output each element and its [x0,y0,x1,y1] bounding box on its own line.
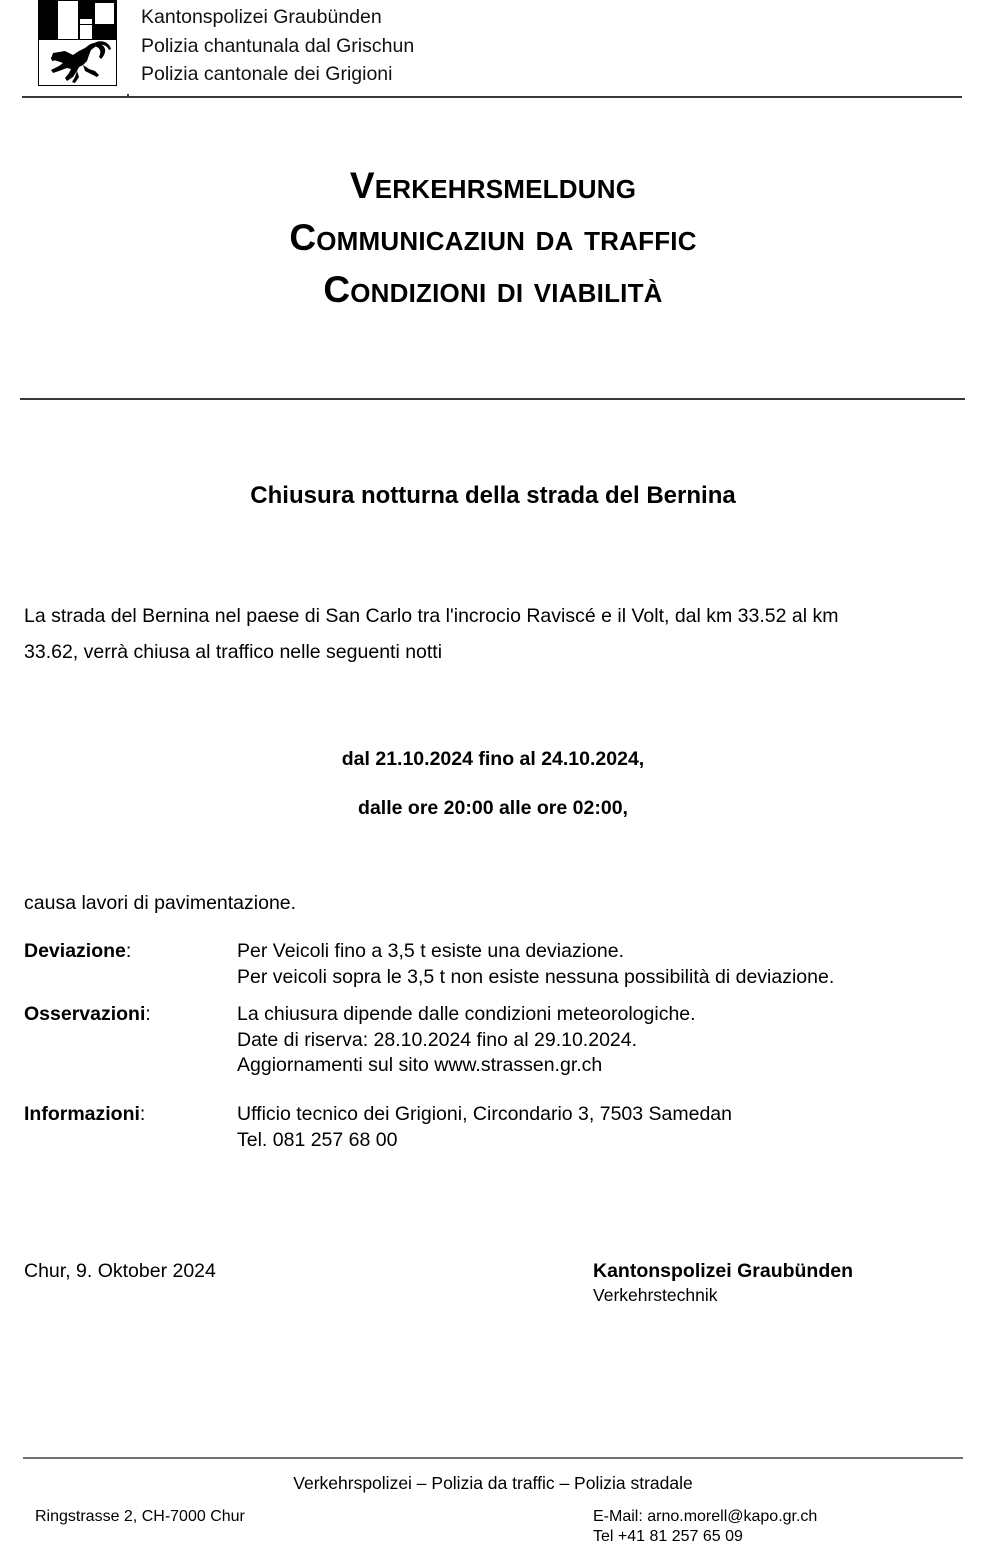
info-line: Tel. 081 257 68 00 [237,1128,398,1151]
title-romansh: Communicaziun da traffic [289,217,697,258]
coat-of-arms-logo [38,0,117,86]
closure-dates: dal 21.10.2024 fino al 24.10.2024, [341,748,645,770]
footer-phone: Tel +41 81 257 65 09 [593,1528,743,1545]
info-label-colon: : [139,1103,146,1125]
title-german: Verkehrsmeldung [349,165,637,206]
info-label-text: Informazioni [24,1103,140,1125]
graubuenden-coat-of-arms-icon [39,1,116,85]
info-line: Ufficio tecnico dei Grigioni, Circondario 3, 7503 Samedan [237,1103,732,1125]
info-label [24,939,131,965]
title-divider [20,398,965,400]
info-values [237,1102,732,1153]
info-label [24,1002,151,1028]
org-name-romansh: Polizia chantunala dal Grischun [141,34,415,57]
info-label [24,1102,145,1128]
intro-line: La strada del Bernina nel paese di San Carlo tra l'incrocio Raviscé e il Volt, dal km 33.52 al km [24,605,839,627]
closure-hours: dalle ore 20:00 alle ore 02:00, [358,797,628,819]
org-name-italian: Polizia cantonale dei Grigioni [141,63,393,85]
closure-cause: causa lavori di pavimentazione. [24,892,297,914]
info-line: Aggiornamenti sul sito www.strassen.gr.ch [237,1054,603,1076]
header-divider [22,96,962,98]
footer-departments: Verkehrspolizei – Polizia da traffic – Polizia stradale [293,1473,693,1493]
info-line: Date di riserva: 28.10.2024 fino al 29.10.2024. [237,1028,638,1051]
org-name-german: Kantonspolizei Graubünden [141,6,382,28]
info-label-text: Osservazioni [24,1003,146,1025]
info-line: Per veicoli sopra le 3,5 t non esiste nessuna possibilità di deviazione. [237,965,835,988]
footer-divider [23,1457,963,1459]
info-label-colon: : [125,940,132,962]
notice-subject: Chiusura notturna della strada del Bernina [250,482,736,509]
info-line: La chiusura dipende dalle condizioni meteorologiche. [237,1003,696,1025]
signature-organization: Kantonspolizei Graubünden [593,1260,854,1282]
header-divider-tick [127,94,129,98]
intro-line: 33.62, verrà chiusa al traffico nelle seguenti notti [24,641,443,663]
place-and-date: Chur, 9. Oktober 2024 [24,1260,216,1282]
document-title [0,160,986,316]
signature-department: Verkehrstechnik [593,1285,718,1305]
footer-address: Ringstrasse 2, CH-7000 Chur [35,1508,245,1525]
intro-paragraph [24,598,964,670]
info-label-text: Deviazione [24,940,126,962]
info-values [237,939,834,990]
info-values [237,1002,696,1079]
title-italian: Condizioni di viabilità [323,269,663,310]
info-line: Per Veicoli fino a 3,5 t esiste una deviazione. [237,940,624,962]
footer-email: E-Mail: arno.morell@kapo.gr.ch [593,1508,818,1525]
organization-names [141,3,414,89]
footer-contact [593,1507,817,1547]
signature-block [593,1259,853,1307]
info-label-colon: : [145,1003,151,1025]
